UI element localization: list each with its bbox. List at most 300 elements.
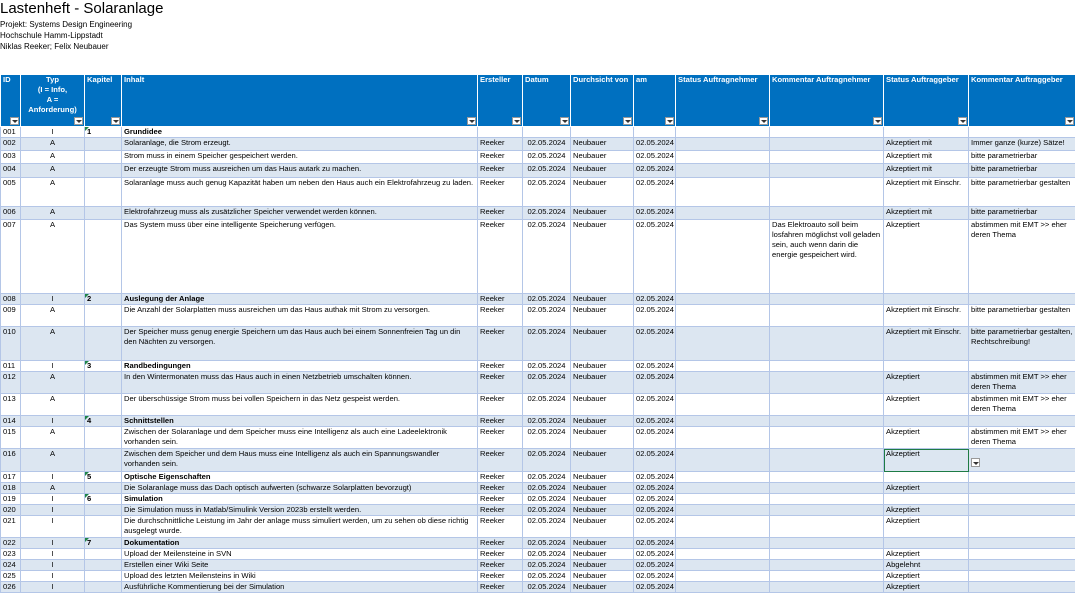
- filter-dropdown-icon[interactable]: [74, 117, 83, 125]
- cell-kommentar-ag[interactable]: [969, 416, 1075, 427]
- cell-status-an[interactable]: [676, 505, 770, 516]
- cell-durchsicht[interactable]: Neubauer: [571, 294, 634, 305]
- cell-inhalt[interactable]: Upload der Meilensteine in SVN: [122, 549, 478, 560]
- cell-inhalt[interactable]: Erstellen einer Wiki Seite: [122, 560, 478, 571]
- school-line[interactable]: Hochschule Hamm-Lippstadt: [0, 31, 103, 40]
- cell-status-ag[interactable]: [884, 472, 969, 483]
- cell-kommentar-an[interactable]: [770, 449, 884, 472]
- cell-typ[interactable]: A: [21, 220, 85, 294]
- cell-typ[interactable]: I: [21, 361, 85, 372]
- col-am[interactable]: am: [634, 75, 676, 127]
- cell-am[interactable]: 02.05.2024: [634, 494, 676, 505]
- cell-typ[interactable]: I: [21, 416, 85, 427]
- cell-status-an[interactable]: [676, 127, 770, 138]
- cell-status-ag[interactable]: [884, 361, 969, 372]
- cell-durchsicht[interactable]: Neubauer: [571, 327, 634, 361]
- cell-status-ag[interactable]: Akzeptiert: [884, 549, 969, 560]
- cell-ersteller[interactable]: Reeker: [478, 483, 523, 494]
- cell-status-an[interactable]: [676, 138, 770, 151]
- cell-status-an[interactable]: [676, 560, 770, 571]
- cell-kommentar-ag[interactable]: [969, 516, 1075, 538]
- filter-dropdown-icon[interactable]: [467, 117, 476, 125]
- cell-kommentar-an[interactable]: [770, 505, 884, 516]
- cell-status-an[interactable]: [676, 220, 770, 294]
- cell-durchsicht[interactable]: [571, 127, 634, 138]
- cell-am[interactable]: 02.05.2024: [634, 582, 676, 593]
- cell-datum[interactable]: 02.05.2024: [523, 151, 571, 164]
- cell-id[interactable]: 007: [1, 220, 21, 294]
- cell-datum[interactable]: 02.05.2024: [523, 505, 571, 516]
- cell-kapitel[interactable]: [85, 483, 122, 494]
- cell-kommentar-an[interactable]: [770, 178, 884, 207]
- cell-status-ag[interactable]: Abgelehnt: [884, 560, 969, 571]
- cell-ersteller[interactable]: Reeker: [478, 394, 523, 416]
- cell-kommentar-ag[interactable]: [969, 505, 1075, 516]
- cell-durchsicht[interactable]: Neubauer: [571, 505, 634, 516]
- cell-typ[interactable]: A: [21, 372, 85, 394]
- cell-kommentar-ag[interactable]: [969, 127, 1075, 138]
- cell-status-an[interactable]: [676, 394, 770, 416]
- cell-status-ag[interactable]: Akzeptiert: [884, 427, 969, 449]
- cell-status-ag[interactable]: Akzeptiert mit: [884, 138, 969, 151]
- cell-am[interactable]: 02.05.2024: [634, 449, 676, 472]
- cell-ersteller[interactable]: Reeker: [478, 516, 523, 538]
- cell-ersteller[interactable]: Reeker: [478, 151, 523, 164]
- cell-status-an[interactable]: [676, 472, 770, 483]
- cell-inhalt[interactable]: Auslegung der Anlage: [122, 294, 478, 305]
- cell-durchsicht[interactable]: Neubauer: [571, 483, 634, 494]
- cell-inhalt[interactable]: Strom muss in einem Speicher gespeichert werden.: [122, 151, 478, 164]
- cell-inhalt[interactable]: Solaranlage, die Strom erzeugt.: [122, 138, 478, 151]
- cell-kapitel[interactable]: 5: [85, 472, 122, 483]
- cell-status-ag[interactable]: Akzeptiert mit: [884, 164, 969, 178]
- filter-dropdown-icon[interactable]: [1065, 117, 1074, 125]
- cell-id[interactable]: 005: [1, 178, 21, 207]
- cell-durchsicht[interactable]: Neubauer: [571, 538, 634, 549]
- cell-status-an[interactable]: [676, 327, 770, 361]
- cell-durchsicht[interactable]: Neubauer: [571, 164, 634, 178]
- cell-kommentar-an[interactable]: [770, 538, 884, 549]
- cell-id[interactable]: 014: [1, 416, 21, 427]
- cell-status-an[interactable]: [676, 449, 770, 472]
- cell-ersteller[interactable]: Reeker: [478, 582, 523, 593]
- cell-status-an[interactable]: [676, 164, 770, 178]
- cell-kommentar-an[interactable]: [770, 127, 884, 138]
- cell-typ[interactable]: I: [21, 516, 85, 538]
- cell-id[interactable]: 024: [1, 560, 21, 571]
- cell-kapitel[interactable]: 1: [85, 127, 122, 138]
- cell-typ[interactable]: I: [21, 560, 85, 571]
- cell-typ[interactable]: I: [21, 127, 85, 138]
- filter-dropdown-icon[interactable]: [10, 117, 19, 125]
- cell-status-an[interactable]: [676, 427, 770, 449]
- cell-kommentar-ag[interactable]: abstimmen mit EMT >> eher deren Thema: [969, 427, 1075, 449]
- cell-status-ag[interactable]: Akzeptiert: [884, 372, 969, 394]
- cell-id[interactable]: 023: [1, 549, 21, 560]
- cell-kommentar-an[interactable]: [770, 549, 884, 560]
- cell-status-ag[interactable]: Akzeptiert mit: [884, 151, 969, 164]
- col-inhalt[interactable]: Inhalt: [122, 75, 478, 127]
- cell-id[interactable]: 004: [1, 164, 21, 178]
- cell-status-an[interactable]: [676, 549, 770, 560]
- cell-kommentar-an[interactable]: [770, 138, 884, 151]
- cell-durchsicht[interactable]: Neubauer: [571, 178, 634, 207]
- cell-am[interactable]: 02.05.2024: [634, 327, 676, 361]
- cell-am[interactable]: 02.05.2024: [634, 207, 676, 220]
- cell-inhalt[interactable]: Schnittstellen: [122, 416, 478, 427]
- cell-inhalt[interactable]: Dokumentation: [122, 538, 478, 549]
- filter-dropdown-icon[interactable]: [623, 117, 632, 125]
- cell-kommentar-ag[interactable]: [969, 472, 1075, 483]
- cell-status-ag[interactable]: Akzeptiert mit Einschr.: [884, 178, 969, 207]
- cell-typ[interactable]: I: [21, 571, 85, 582]
- cell-datum[interactable]: 02.05.2024: [523, 164, 571, 178]
- cell-inhalt[interactable]: Optische Eigenschaften: [122, 472, 478, 483]
- cell-am[interactable]: 02.05.2024: [634, 416, 676, 427]
- cell-ersteller[interactable]: Reeker: [478, 207, 523, 220]
- cell-ersteller[interactable]: Reeker: [478, 294, 523, 305]
- cell-ersteller[interactable]: Reeker: [478, 427, 523, 449]
- cell-kommentar-an[interactable]: [770, 394, 884, 416]
- cell-kapitel[interactable]: [85, 582, 122, 593]
- cell-datum[interactable]: 02.05.2024: [523, 472, 571, 483]
- cell-datum[interactable]: 02.05.2024: [523, 361, 571, 372]
- cell-durchsicht[interactable]: Neubauer: [571, 151, 634, 164]
- cell-inhalt[interactable]: Elektrofahrzeug muss als zusätzlicher Speicher verwendet werden können.: [122, 207, 478, 220]
- cell-kommentar-ag[interactable]: bitte parametrierbar: [969, 207, 1075, 220]
- cell-typ[interactable]: A: [21, 178, 85, 207]
- filter-dropdown-icon[interactable]: [560, 117, 569, 125]
- cell-am[interactable]: 02.05.2024: [634, 516, 676, 538]
- cell-status-an[interactable]: [676, 582, 770, 593]
- cell-kommentar-ag[interactable]: [969, 538, 1075, 549]
- cell-kommentar-an[interactable]: [770, 207, 884, 220]
- cell-status-ag[interactable]: [884, 416, 969, 427]
- cell-kapitel[interactable]: [85, 427, 122, 449]
- cell-am[interactable]: 02.05.2024: [634, 151, 676, 164]
- cell-status-ag[interactable]: Akzeptiert: [884, 449, 969, 472]
- cell-kommentar-an[interactable]: [770, 494, 884, 505]
- cell-am[interactable]: 02.05.2024: [634, 361, 676, 372]
- cell-am[interactable]: 02.05.2024: [634, 178, 676, 207]
- cell-am[interactable]: 02.05.2024: [634, 549, 676, 560]
- cell-inhalt[interactable]: Randbedingungen: [122, 361, 478, 372]
- cell-kommentar-ag[interactable]: [969, 494, 1075, 505]
- cell-kommentar-ag[interactable]: [969, 294, 1075, 305]
- cell-status-ag[interactable]: Akzeptiert: [884, 394, 969, 416]
- cell-id[interactable]: 003: [1, 151, 21, 164]
- cell-kommentar-an[interactable]: [770, 327, 884, 361]
- cell-kapitel[interactable]: [85, 220, 122, 294]
- cell-kommentar-ag[interactable]: [969, 582, 1075, 593]
- cell-typ[interactable]: I: [21, 294, 85, 305]
- cell-am[interactable]: 02.05.2024: [634, 505, 676, 516]
- cell-kommentar-an[interactable]: [770, 372, 884, 394]
- cell-kapitel[interactable]: [85, 151, 122, 164]
- cell-inhalt[interactable]: Der erzeugte Strom muss ausreichen um das Haus autark zu machen.: [122, 164, 478, 178]
- cell-inhalt[interactable]: Ausführliche Kommentierung bei der Simulation: [122, 582, 478, 593]
- cell-typ[interactable]: A: [21, 207, 85, 220]
- cell-ersteller[interactable]: Reeker: [478, 305, 523, 327]
- cell-kapitel[interactable]: [85, 394, 122, 416]
- filter-dropdown-icon[interactable]: [512, 117, 521, 125]
- cell-id[interactable]: 018: [1, 483, 21, 494]
- cell-typ[interactable]: I: [21, 549, 85, 560]
- cell-id[interactable]: 016: [1, 449, 21, 472]
- cell-datum[interactable]: 02.05.2024: [523, 416, 571, 427]
- filter-dropdown-icon[interactable]: [111, 117, 120, 125]
- cell-durchsicht[interactable]: Neubauer: [571, 394, 634, 416]
- cell-status-ag[interactable]: [884, 538, 969, 549]
- cell-datum[interactable]: 02.05.2024: [523, 138, 571, 151]
- cell-status-ag[interactable]: Akzeptiert: [884, 516, 969, 538]
- cell-inhalt[interactable]: Upload des letzten Meilensteins in Wiki: [122, 571, 478, 582]
- cell-kommentar-ag[interactable]: [969, 449, 1075, 472]
- col-datum[interactable]: Datum: [523, 75, 571, 127]
- cell-kommentar-ag[interactable]: abstimmen mit EMT >> eher deren Thema: [969, 394, 1075, 416]
- cell-inhalt[interactable]: Simulation: [122, 494, 478, 505]
- cell-inhalt[interactable]: Das System muss über eine intelligente Speicherung verfügen.: [122, 220, 478, 294]
- cell-typ[interactable]: A: [21, 449, 85, 472]
- cell-kommentar-ag[interactable]: bitte parametrierbar gestalten: [969, 178, 1075, 207]
- cell-typ[interactable]: I: [21, 494, 85, 505]
- cell-am[interactable]: 02.05.2024: [634, 394, 676, 416]
- cell-ersteller[interactable]: Reeker: [478, 494, 523, 505]
- cell-typ[interactable]: A: [21, 483, 85, 494]
- cell-kommentar-an[interactable]: [770, 472, 884, 483]
- cell-kommentar-an[interactable]: [770, 571, 884, 582]
- cell-inhalt[interactable]: Der überschüssige Strom muss bei vollen Speichern in das Netz gespeist werden.: [122, 394, 478, 416]
- cell-am[interactable]: 02.05.2024: [634, 427, 676, 449]
- cell-ersteller[interactable]: Reeker: [478, 416, 523, 427]
- col-ersteller[interactable]: Ersteller: [478, 75, 523, 127]
- cell-id[interactable]: 009: [1, 305, 21, 327]
- cell-typ[interactable]: A: [21, 305, 85, 327]
- cell-durchsicht[interactable]: Neubauer: [571, 472, 634, 483]
- cell-id[interactable]: 017: [1, 472, 21, 483]
- cell-typ[interactable]: A: [21, 394, 85, 416]
- col-id[interactable]: ID: [1, 75, 21, 127]
- cell-typ[interactable]: A: [21, 327, 85, 361]
- cell-typ[interactable]: I: [21, 472, 85, 483]
- cell-kommentar-an[interactable]: [770, 560, 884, 571]
- cell-ersteller[interactable]: Reeker: [478, 138, 523, 151]
- cell-id[interactable]: 008: [1, 294, 21, 305]
- cell-kommentar-an[interactable]: [770, 416, 884, 427]
- cell-kommentar-ag[interactable]: bitte parametrierbar gestalten, Rechtschreibung!: [969, 327, 1075, 361]
- cell-ersteller[interactable]: Reeker: [478, 361, 523, 372]
- cell-inhalt[interactable]: Grundidee: [122, 127, 478, 138]
- cell-am[interactable]: [634, 127, 676, 138]
- authors-line[interactable]: Niklas Reeker; Felix Neubauer: [0, 42, 109, 51]
- cell-datum[interactable]: 02.05.2024: [523, 538, 571, 549]
- cell-ersteller[interactable]: Reeker: [478, 178, 523, 207]
- project-line[interactable]: Projekt: Systems Design Engineering: [0, 20, 133, 29]
- cell-am[interactable]: 02.05.2024: [634, 560, 676, 571]
- cell-ersteller[interactable]: Reeker: [478, 327, 523, 361]
- cell-status-ag[interactable]: Akzeptiert mit Einschr.: [884, 327, 969, 361]
- cell-ersteller[interactable]: Reeker: [478, 538, 523, 549]
- cell-datum[interactable]: 02.05.2024: [523, 483, 571, 494]
- cell-datum[interactable]: 02.05.2024: [523, 449, 571, 472]
- cell-kommentar-an[interactable]: [770, 516, 884, 538]
- cell-id[interactable]: 019: [1, 494, 21, 505]
- cell-datum[interactable]: 02.05.2024: [523, 427, 571, 449]
- cell-kapitel[interactable]: [85, 571, 122, 582]
- cell-ersteller[interactable]: Reeker: [478, 505, 523, 516]
- cell-datum[interactable]: 02.05.2024: [523, 494, 571, 505]
- cell-status-an[interactable]: [676, 538, 770, 549]
- cell-kapitel[interactable]: [85, 516, 122, 538]
- cell-kommentar-ag[interactable]: abstimmen mit EMT >> eher deren Thema: [969, 372, 1075, 394]
- cell-kommentar-an[interactable]: [770, 483, 884, 494]
- cell-inhalt[interactable]: Die durchschnittliche Leistung im Jahr der anlage muss simuliert werden, um zu sehen ob diese richtig ausgelegt wurde.: [122, 516, 478, 538]
- cell-kommentar-ag[interactable]: bitte parametrierbar: [969, 151, 1075, 164]
- cell-ersteller[interactable]: Reeker: [478, 220, 523, 294]
- cell-datum[interactable]: [523, 127, 571, 138]
- cell-status-an[interactable]: [676, 178, 770, 207]
- cell-datum[interactable]: 02.05.2024: [523, 372, 571, 394]
- cell-datum[interactable]: 02.05.2024: [523, 394, 571, 416]
- cell-durchsicht[interactable]: Neubauer: [571, 427, 634, 449]
- col-durchsicht[interactable]: Durchsicht von: [571, 75, 634, 127]
- cell-typ[interactable]: I: [21, 538, 85, 549]
- cell-status-ag[interactable]: Akzeptiert: [884, 571, 969, 582]
- cell-kapitel[interactable]: [85, 327, 122, 361]
- cell-id[interactable]: 002: [1, 138, 21, 151]
- cell-durchsicht[interactable]: Neubauer: [571, 449, 634, 472]
- cell-id[interactable]: 026: [1, 582, 21, 593]
- cell-datum[interactable]: 02.05.2024: [523, 294, 571, 305]
- cell-durchsicht[interactable]: Neubauer: [571, 582, 634, 593]
- cell-typ[interactable]: A: [21, 151, 85, 164]
- cell-status-ag[interactable]: Akzeptiert mit Einschr.: [884, 305, 969, 327]
- cell-status-ag[interactable]: Akzeptiert: [884, 483, 969, 494]
- cell-status-an[interactable]: [676, 294, 770, 305]
- cell-id[interactable]: 021: [1, 516, 21, 538]
- cell-am[interactable]: 02.05.2024: [634, 164, 676, 178]
- col-kommentar-ag[interactable]: Kommentar Auftraggeber: [969, 75, 1075, 127]
- cell-inhalt[interactable]: Die Simulation muss in Matlab/Simulink Version 2023b erstellt werden.: [122, 505, 478, 516]
- cell-id[interactable]: 022: [1, 538, 21, 549]
- cell-datum[interactable]: 02.05.2024: [523, 549, 571, 560]
- cell-status-an[interactable]: [676, 571, 770, 582]
- cell-id[interactable]: 020: [1, 505, 21, 516]
- cell-inhalt[interactable]: Zwischen der Solaranlage und dem Speicher muss eine Intelligenz als auch eine Ladeelektronik vorhanden sein.: [122, 427, 478, 449]
- cell-kommentar-ag[interactable]: [969, 361, 1075, 372]
- cell-datum[interactable]: 02.05.2024: [523, 582, 571, 593]
- cell-ersteller[interactable]: Reeker: [478, 571, 523, 582]
- cell-durchsicht[interactable]: Neubauer: [571, 416, 634, 427]
- cell-kommentar-ag[interactable]: bitte parametrierbar: [969, 164, 1075, 178]
- cell-durchsicht[interactable]: Neubauer: [571, 361, 634, 372]
- cell-durchsicht[interactable]: Neubauer: [571, 207, 634, 220]
- cell-am[interactable]: 02.05.2024: [634, 472, 676, 483]
- cell-status-an[interactable]: [676, 372, 770, 394]
- cell-inhalt[interactable]: In den Wintermonaten muss das Haus auch in einen Netzbetrieb umschalten können.: [122, 372, 478, 394]
- cell-kommentar-an[interactable]: [770, 151, 884, 164]
- cell-kommentar-an[interactable]: [770, 164, 884, 178]
- cell-kommentar-ag[interactable]: [969, 483, 1075, 494]
- cell-kapitel[interactable]: [85, 549, 122, 560]
- cell-id[interactable]: 011: [1, 361, 21, 372]
- col-status-an[interactable]: Status Auftragnehmer: [676, 75, 770, 127]
- cell-dropdown-icon[interactable]: [971, 458, 980, 467]
- cell-id[interactable]: 012: [1, 372, 21, 394]
- cell-kapitel[interactable]: [85, 305, 122, 327]
- cell-am[interactable]: 02.05.2024: [634, 305, 676, 327]
- sheet-title[interactable]: Lastenheft - Solaranlage: [0, 0, 164, 17]
- cell-kapitel[interactable]: [85, 449, 122, 472]
- cell-ersteller[interactable]: Reeker: [478, 472, 523, 483]
- cell-ersteller[interactable]: Reeker: [478, 560, 523, 571]
- cell-datum[interactable]: 02.05.2024: [523, 327, 571, 361]
- cell-kommentar-ag[interactable]: [969, 549, 1075, 560]
- cell-kapitel[interactable]: [85, 178, 122, 207]
- cell-status-an[interactable]: [676, 151, 770, 164]
- cell-status-ag[interactable]: Akzeptiert: [884, 505, 969, 516]
- cell-ersteller[interactable]: Reeker: [478, 164, 523, 178]
- cell-ersteller[interactable]: Reeker: [478, 549, 523, 560]
- cell-durchsicht[interactable]: Neubauer: [571, 571, 634, 582]
- cell-inhalt[interactable]: Solaranlage muss auch genug Kapazität haben um neben den Haus auch ein Elektrofahrzeug zu laden.: [122, 178, 478, 207]
- cell-status-ag[interactable]: [884, 294, 969, 305]
- cell-kapitel[interactable]: 2: [85, 294, 122, 305]
- cell-kapitel[interactable]: [85, 207, 122, 220]
- cell-kommentar-ag[interactable]: abstimmen mit EMT >> eher deren Thema: [969, 220, 1075, 294]
- filter-dropdown-icon[interactable]: [873, 117, 882, 125]
- cell-kommentar-an[interactable]: [770, 582, 884, 593]
- cell-kommentar-an[interactable]: [770, 361, 884, 372]
- cell-am[interactable]: 02.05.2024: [634, 294, 676, 305]
- cell-kommentar-an[interactable]: Das Elektroauto soll beim losfahren möglichst voll geladen sein, auch wenn darin die energie gespeichert wird.: [770, 220, 884, 294]
- cell-durchsicht[interactable]: Neubauer: [571, 305, 634, 327]
- cell-kommentar-an[interactable]: [770, 427, 884, 449]
- cell-id[interactable]: 006: [1, 207, 21, 220]
- cell-kapitel[interactable]: [85, 560, 122, 571]
- cell-status-an[interactable]: [676, 483, 770, 494]
- cell-kapitel[interactable]: [85, 138, 122, 151]
- cell-id[interactable]: 001: [1, 127, 21, 138]
- cell-kommentar-ag[interactable]: [969, 560, 1075, 571]
- cell-kapitel[interactable]: 3: [85, 361, 122, 372]
- cell-typ[interactable]: A: [21, 138, 85, 151]
- cell-status-an[interactable]: [676, 416, 770, 427]
- cell-inhalt[interactable]: Der Speicher muss genug energie Speichern um das Haus auch bei einem Sonnenfreien Tag un din den Nächten zu versorgen.: [122, 327, 478, 361]
- cell-id[interactable]: 025: [1, 571, 21, 582]
- cell-kommentar-ag[interactable]: [969, 571, 1075, 582]
- cell-status-an[interactable]: [676, 494, 770, 505]
- cell-datum[interactable]: 02.05.2024: [523, 560, 571, 571]
- cell-id[interactable]: 015: [1, 427, 21, 449]
- cell-datum[interactable]: 02.05.2024: [523, 220, 571, 294]
- cell-kapitel[interactable]: [85, 372, 122, 394]
- cell-kapitel[interactable]: 4: [85, 416, 122, 427]
- cell-status-ag[interactable]: [884, 494, 969, 505]
- cell-am[interactable]: 02.05.2024: [634, 571, 676, 582]
- cell-am[interactable]: 02.05.2024: [634, 538, 676, 549]
- cell-ersteller[interactable]: Reeker: [478, 372, 523, 394]
- cell-am[interactable]: 02.05.2024: [634, 483, 676, 494]
- cell-am[interactable]: 02.05.2024: [634, 372, 676, 394]
- cell-durchsicht[interactable]: Neubauer: [571, 560, 634, 571]
- cell-datum[interactable]: 02.05.2024: [523, 178, 571, 207]
- cell-inhalt[interactable]: Die Anzahl der Solarplatten muss ausreichen um das Haus authak mit Strom zu versorgen.: [122, 305, 478, 327]
- cell-status-ag[interactable]: Akzeptiert: [884, 582, 969, 593]
- cell-kommentar-ag[interactable]: bitte parametrierbar gestalten: [969, 305, 1075, 327]
- col-typ[interactable]: Typ (I = Info, A = Anforderung): [21, 75, 85, 127]
- cell-typ[interactable]: I: [21, 582, 85, 593]
